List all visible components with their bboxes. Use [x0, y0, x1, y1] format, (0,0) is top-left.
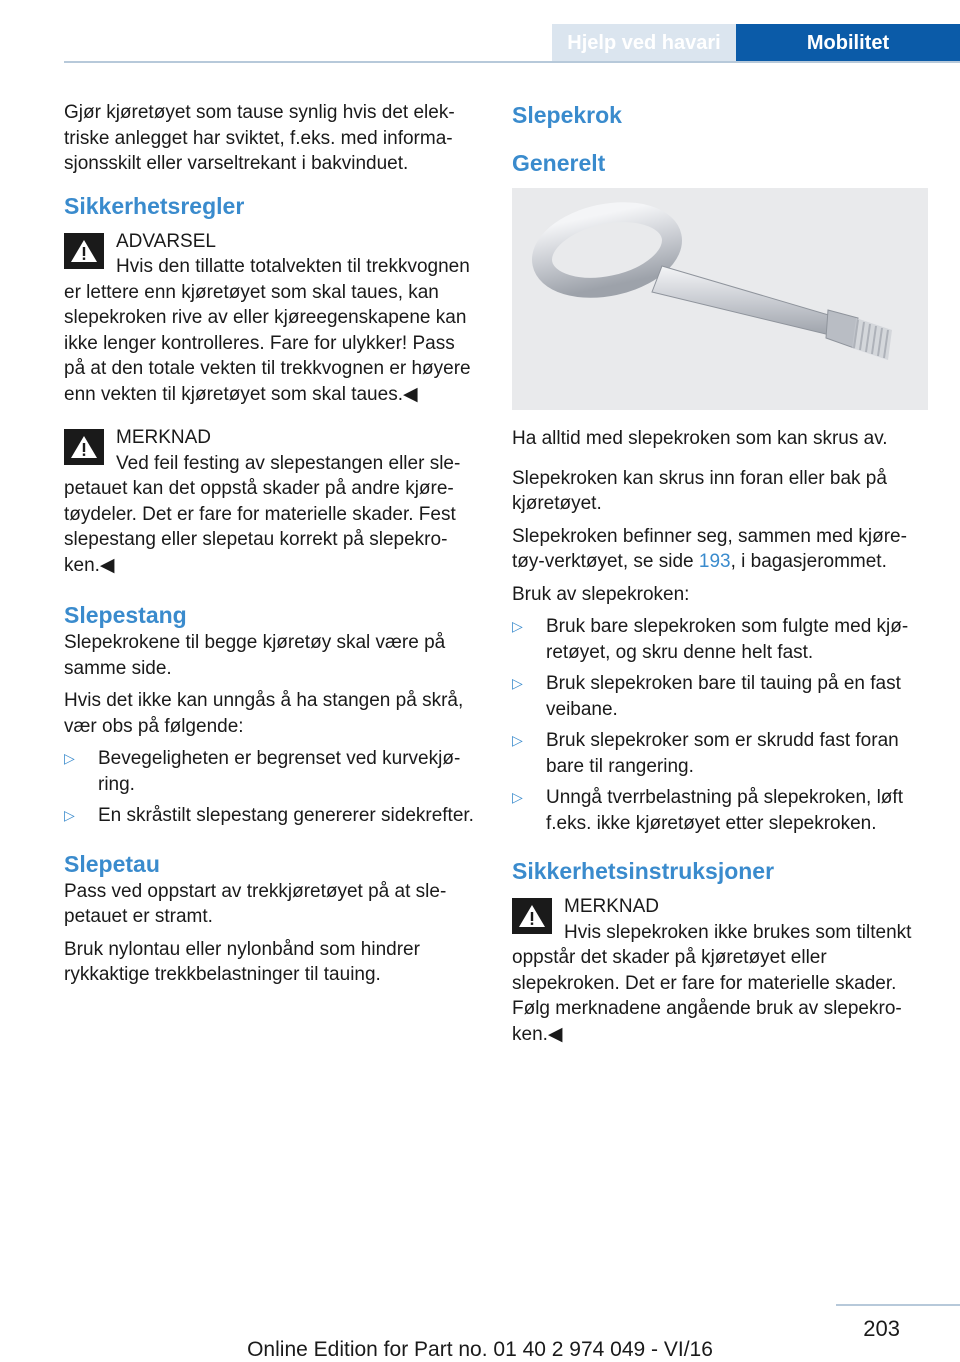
triangle-right-icon: ▷ — [512, 675, 523, 691]
safety-instructions-heading: Sikkerhetsinstruksjoner — [512, 858, 775, 884]
list-item: ▷ Bruk slepekroken bare til tauing på en fast veibane. — [512, 673, 901, 720]
warning-triangle-icon — [64, 233, 104, 269]
triangle-right-icon: ▷ — [512, 618, 523, 634]
triangle-right-icon: ▷ — [512, 789, 523, 805]
towbar-heading: Slepestang — [64, 602, 187, 628]
tow-hook-heading: Slepekrok — [512, 102, 622, 128]
right-column — [512, 100, 928, 1055]
towbar-bullet-list — [64, 746, 476, 829]
warning-block-advarsel — [64, 229, 476, 408]
warning-block-merknad — [64, 425, 476, 578]
footer-divider — [836, 1304, 960, 1306]
rope-paragraph-2: Bruk nylontau eller nylonbånd som hindrer rykkaktige trekkbelastninger til tauing. — [64, 938, 420, 985]
page-reference-link[interactable]: 193 — [698, 551, 731, 572]
right-paragraph-1: Ha alltid med slepekroken som kan skrus av. — [512, 428, 888, 449]
header-divider — [64, 61, 960, 63]
warning-text: Hvis slepekroken ikke brukes som tiltenkt oppstår det skader på kjøretøyet eller slepekroken. Det er fare for materielle skader. Følg merknadene angående bruk av slepekroken.◀ — [512, 921, 912, 1045]
warning-text: Ved feil festing av slepestangen eller slepetauet kan det oppstå skader på andre kjøretøydeler. Det er fare for materielle skader. Fest slepestang eller slepetau korrekt på slepekroken.◀ — [64, 452, 461, 576]
rope-heading: Slepetau — [64, 850, 160, 877]
edition-footer: Online Edition for Part no. 01 40 2 974 049 - VI/16 — [247, 1338, 713, 1361]
page-header — [0, 0, 960, 62]
intro-paragraph: Gjør kjøretøyet som tause synlig hvis det elektriske anlegget har sviktet, f.eks. med informasjonsskilt eller varseltrekant i bakvinduet. — [64, 102, 455, 174]
list-item: ▷ Unngå tverrbelastning på slepekroken, løft f.eks. ikke kjøretøyet etter slepekroken. — [512, 787, 903, 834]
towbar-paragraph-2: Hvis det ikke kan unngås å ha stangen på skrå, vær obs på følgende: — [64, 690, 464, 737]
page-number: 203 — [863, 1316, 900, 1341]
list-item: ▷ En skråstilt slepestang genererer sidekrefter. — [64, 803, 476, 829]
triangle-right-icon: ▷ — [64, 750, 75, 766]
right-paragraph-4: Bruk av slepekroken: — [512, 583, 690, 605]
list-item: ▷ Bruk slepekroker som er skrudd fast foran bare til rangering. — [512, 730, 899, 777]
left-column — [64, 100, 476, 995]
tow-hook-image — [512, 188, 928, 410]
triangle-right-icon: ▷ — [512, 732, 523, 748]
warning-block-merknad-right — [512, 894, 928, 1047]
tow-hook-bullet-list — [512, 614, 928, 836]
right-paragraph-3: Slepekroken befinner seg, sammen med kjøretøy-verktøyet, se side 193, i bagasjerommet. — [512, 525, 907, 572]
tab-hjelp-ved-havari[interactable]: Hjelp ved havari — [552, 24, 736, 62]
list-item: ▷ Bevegeligheten er begrenset ved kurvekjøring. — [64, 748, 461, 795]
warning-title: ADVARSEL — [116, 230, 216, 252]
general-subheading: Generelt — [512, 150, 606, 176]
safety-rules-heading: Sikkerhetsregler — [64, 192, 245, 219]
warning-title: MERKNAD — [564, 896, 660, 917]
rope-paragraph-1: Pass ved oppstart av trekkjøretøyet på at slepetauet er stramt. — [64, 880, 447, 927]
warning-triangle-icon — [512, 898, 552, 934]
list-item: ▷ Bruk bare slepekroken som fulgte med kjøretøyet, og skru denne helt fast. — [512, 616, 909, 663]
warning-triangle-icon — [64, 429, 104, 465]
tab-mobilitet[interactable]: Mobilitet — [736, 24, 960, 62]
towbar-paragraph-1: Slepekrokene til begge kjøretøy skal være på samme side. — [64, 632, 446, 679]
warning-title: MERKNAD — [116, 427, 212, 448]
triangle-right-icon: ▷ — [64, 807, 75, 823]
warning-text: Hvis den tillatte totalvekten til trekkvognen er lettere enn kjøretøyet som skal taues, kan slepekroken rive av eller kjøreegenskapene kan ikke lenger kontrolleres. Fare for ulykker! Pass på at den totale vekten til trekkvognen er høyere enn vekten til kjøretøyet som skal taues.◀ — [64, 256, 471, 405]
right-paragraph-2: Slepekroken kan skrus inn foran eller bak på kjøretøyet. — [512, 467, 887, 514]
